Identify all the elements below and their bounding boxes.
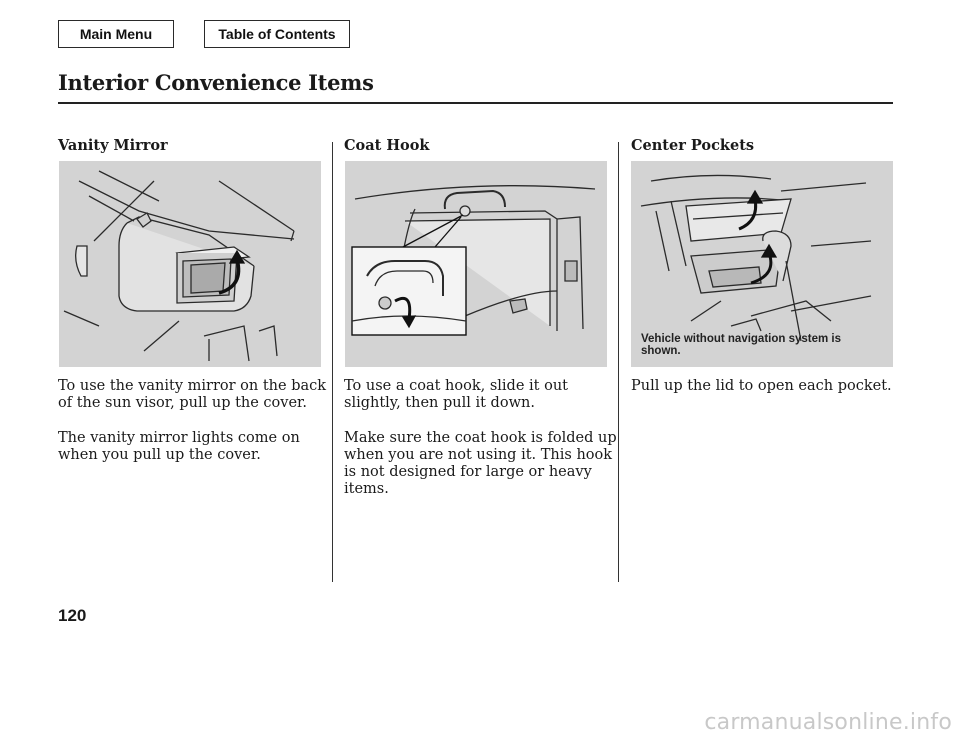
table-of-contents-button[interactable]: Table of Contents	[204, 20, 350, 48]
vanity-mirror-paragraph-2: The vanity mirror lights come on when you pull up the cover.	[58, 430, 300, 463]
vanity-mirror-heading: Vanity Mirror	[58, 137, 168, 154]
center-pockets-illustration	[631, 161, 893, 367]
column-divider-2	[618, 142, 619, 582]
title-divider	[58, 102, 893, 104]
center-pockets-heading: Center Pockets	[631, 137, 755, 154]
vanity-mirror-illustration	[59, 161, 321, 367]
coat-hook-paragraph-2: Make sure the coat hook is folded up when you are not using it. This hook is not designed for large or heavy items.	[344, 430, 617, 497]
main-menu-button[interactable]: Main Menu	[58, 20, 174, 48]
page-title: Interior Convenience Items	[58, 70, 374, 95]
center-pockets-paragraph-1: Pull up the lid to open each pocket.	[631, 378, 892, 394]
vanity-mirror-paragraph-1: To use the vanity mirror on the back of the sun visor, pull up the cover.	[58, 378, 327, 411]
coat-hook-heading: Coat Hook	[344, 137, 430, 154]
watermark: carmanualsonline.info	[704, 710, 952, 735]
page-number: 120	[58, 606, 87, 625]
figure-caption: Vehicle without navigation system is shown.	[641, 333, 842, 357]
coat-hook-paragraph-1: To use a coat hook, slide it out slightly, then pull it down.	[344, 378, 568, 411]
coat-hook-illustration	[345, 161, 607, 367]
column-divider-1	[332, 142, 333, 582]
